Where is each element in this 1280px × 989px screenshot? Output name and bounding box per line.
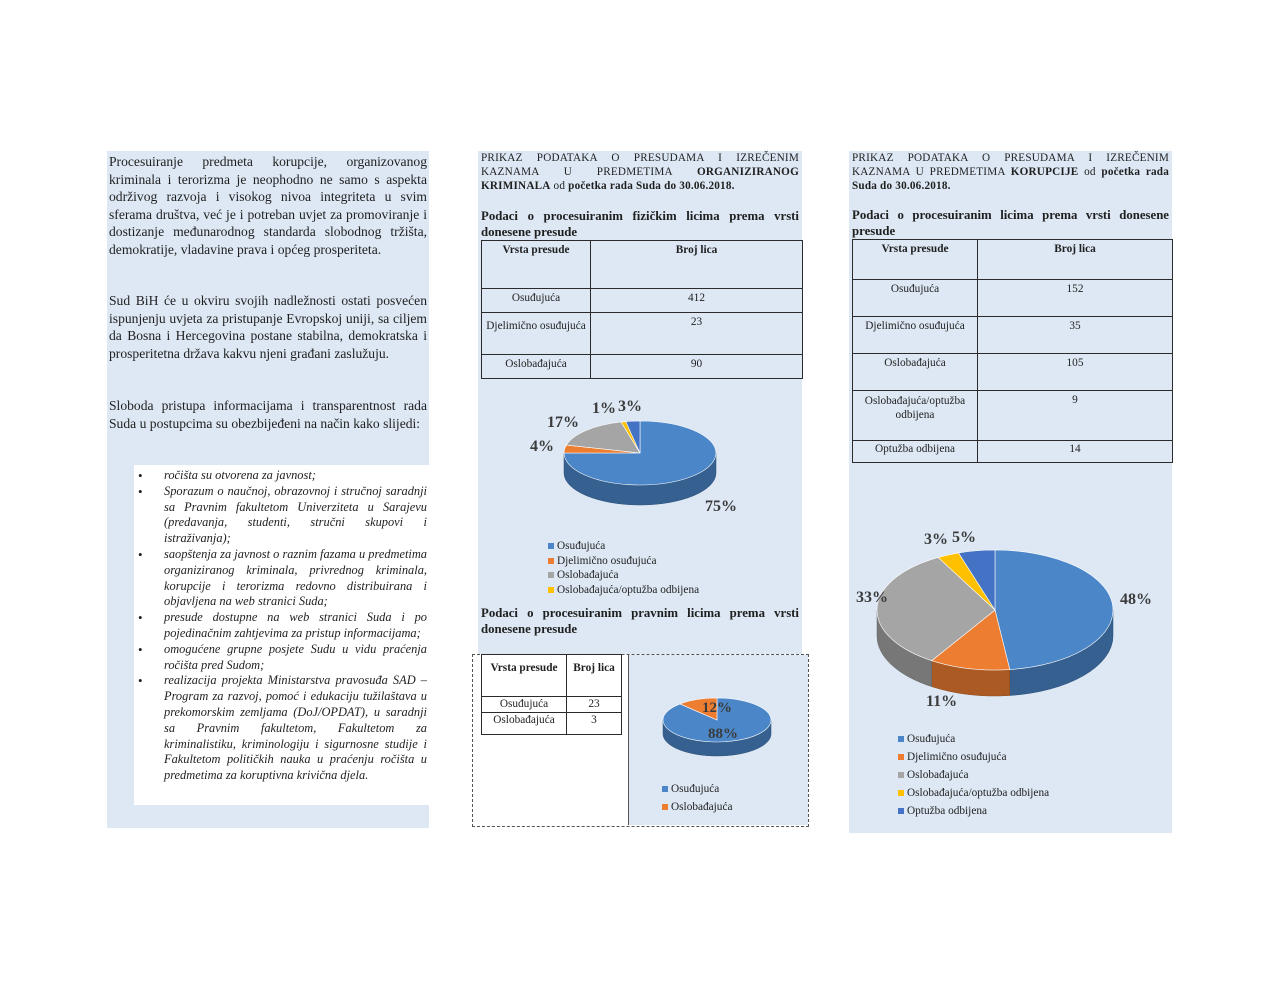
list-item: • presude dostupne na web stranici Suda i po pojedinačnim zahtjevima za pristup informacijama; — [134, 610, 427, 642]
pie-data-label: 5% — [952, 529, 976, 546]
table-header: Broj lica — [978, 240, 1173, 280]
transparency-list — [134, 468, 427, 784]
table-cell: 105 — [978, 354, 1173, 391]
legend-swatch — [898, 772, 904, 778]
legend-swatch — [548, 558, 554, 564]
legend-swatch — [898, 736, 904, 742]
pie3-legend — [898, 730, 1049, 820]
pie-data-label: 11% — [926, 693, 958, 710]
table-header: Vrsta presude — [853, 240, 978, 280]
transparency-paragraph: Sloboda pristupa informacijama i transparentnost rada Suda u postupcima su obezbijeđeni na način kako slijedi: — [109, 398, 427, 431]
legend-item — [662, 798, 732, 816]
legend-item — [548, 568, 699, 583]
table-cell: Osuđujuća — [853, 280, 978, 317]
legal-persons-subtitle: Podaci o procesuiranim pravnim licima prema vrsti donesene presude — [481, 606, 799, 636]
legend-item — [548, 554, 699, 569]
header-text: od — [550, 179, 569, 192]
legend-label: Oslobađajuća/optužba odbijena — [557, 583, 700, 596]
natural-persons-subtitle: Podaci o procesuiranim fizičkim licima prema vrsti donesene presude — [481, 209, 799, 239]
legend-swatch — [548, 587, 554, 593]
intro-paragraph: Procesuiranje predmeta korupcije, organizovanog kriminala i terorizma je neophodno ne samo s aspekta održivog razvoja i visokog nivoa integriteta u svim sferama društva, već je i potreban uvjet za promoviranje i dostizanje međunarodnog standarda slobodnog tržišta, demokratije, vladavine prava i općeg prosperiteta. — [109, 154, 427, 257]
legend-item — [548, 539, 699, 554]
table-cell: 35 — [978, 317, 1173, 354]
pie-chart-organized-natural — [478, 385, 802, 535]
legend-swatch — [548, 572, 554, 578]
legend-swatch — [662, 786, 668, 792]
legend-label: Oslobađajuća — [671, 801, 733, 813]
legend-item — [662, 780, 732, 798]
legend-label: Oslobađajuća — [557, 569, 619, 581]
legal-persons-table — [481, 654, 622, 735]
header-bold: ORGANIZIRANOG KRIMINALA — [481, 165, 799, 192]
table-cell: 90 — [591, 355, 803, 379]
legend-label: Djelimično osuđujuća — [557, 554, 657, 567]
table-cell: Oslobađajuća — [853, 354, 978, 391]
table-cell: 14 — [978, 441, 1173, 463]
legend-label: Osuđujuća — [671, 783, 720, 795]
header-text: od — [1078, 165, 1102, 178]
pie-data-label: 88% — [708, 726, 738, 742]
legend-label: Osuđujuća — [907, 733, 956, 745]
list-item: • saopštenja za javnost o raznim fazama u predmetima organiziranog kriminala, privrednog kriminala, korupcije i terorizma redovno distribuirana i objavljena na web stranici Suda; — [134, 547, 427, 610]
legend-swatch — [898, 808, 904, 814]
legend-item — [898, 766, 1049, 784]
legend-label: Djelimično osuđujuća — [907, 751, 1007, 763]
table-header: Broj lica — [567, 655, 622, 697]
legend-label: Oslobađajuća — [907, 769, 969, 781]
pie2-legend — [662, 780, 732, 816]
list-item: • Sporazum o naučnoj, obrazovnoj i stručnoj saradnji sa Pravnim fakultetom Univerziteta u Sarajevu (predavanja, studenti, stručni skupovi i istraživanja); — [134, 484, 427, 547]
corruption-table — [852, 239, 1173, 463]
table-cell: Optužba odbijena — [853, 441, 978, 463]
table-cell: 412 — [591, 289, 803, 313]
legend-swatch — [548, 543, 554, 549]
table-cell: Osuđujuća — [482, 289, 591, 313]
pie-data-label: 17% — [547, 414, 579, 431]
header-bold: KORUPCIJE — [1010, 165, 1079, 178]
table-cell: Oslobađajuća — [482, 713, 567, 735]
legend-item — [898, 784, 1049, 802]
natural-persons-table — [481, 240, 803, 379]
list-item: • ročišta su otvorena za javnost; — [134, 468, 427, 484]
pie-data-label: 33% — [856, 589, 888, 606]
legend-label: Oslobađajuća/optužba odbijena — [907, 787, 1050, 799]
table-cell: 152 — [978, 280, 1173, 317]
list-item: • omogućene grupne posjete Sudu u vidu praćenja ročišta pred Sudom; — [134, 642, 427, 674]
pie-data-label: 12% — [702, 700, 732, 716]
table-cell: 23 — [567, 697, 622, 713]
table-cell: Osuđujuća — [482, 697, 567, 713]
pie-data-label: 4% — [530, 438, 554, 455]
table-header: Broj lica — [591, 241, 803, 289]
pie-chart-corruption — [849, 520, 1172, 720]
legend-swatch — [662, 804, 668, 810]
header-bold: početka rada Suda do 30.06.2018. — [852, 165, 1169, 192]
pie-data-label: 48% — [1120, 591, 1152, 608]
eu-paragraph: Sud BiH će u okviru svojih nadležnosti ostati posvećen ispunjenju uvjeta za pristupanje Evropskoj uniji, sa ciljem da Bosna i Hercegovina postane stabilna, demokratska i prosperitetna država kakvu njeni građani zaslužuju. — [109, 293, 427, 361]
table-header: Vrsta presude — [482, 655, 567, 697]
legend-item — [898, 730, 1049, 748]
table-cell: Djelimično osuđujuća — [482, 313, 591, 355]
corruption-subtitle: Podaci o procesuiranim licima prema vrsti donesene presude — [852, 208, 1169, 238]
header-text: PRIKAZ PODATAKA O PRESUDAMA I IZREČENIM KAZNAMA U PREDMETIMA — [481, 152, 799, 178]
table-cell: 9 — [978, 391, 1173, 441]
pie-data-label: 3% — [618, 398, 642, 415]
table-cell: Oslobađajuća — [482, 355, 591, 379]
legend-swatch — [898, 754, 904, 760]
table-cell: 23 — [591, 313, 803, 355]
legend-label: Osuđujuća — [557, 540, 606, 552]
legend-swatch — [898, 790, 904, 796]
table-cell: Djelimično osuđujuća — [853, 317, 978, 354]
corruption-header — [852, 152, 1169, 193]
table-header: Vrsta presude — [482, 241, 591, 289]
pie-chart-organized-legal — [640, 688, 800, 768]
pie-data-label: 3% — [924, 531, 948, 548]
organized-crime-header — [481, 152, 799, 193]
pie-data-label: 75% — [705, 498, 737, 515]
table-cell: Oslobađajuća/optužba odbijena — [853, 391, 978, 441]
pie1-legend — [548, 539, 699, 597]
list-item: • realizacija projekta Ministarstva pravosuđa SAD – Program za razvoj, pomoć i edukaciju tužilaštava u prekomorskim zemljama (DoJ/OPDAT), u saradnji sa Pravnim fakultetom, Fakultetom za kriminalistiku, kriminologiju i sigurnosne studije i Fakultetom političkih nauka u praćenju ročišta u predmetima za koruptivna krivična djela. — [134, 673, 427, 784]
legend-label: Optužba odbijena — [907, 805, 987, 817]
pie-data-label: 1% — [592, 400, 616, 417]
legend-item — [548, 583, 699, 598]
legend-item — [898, 802, 1049, 820]
header-text: PRIKAZ PODATAKA O PRESUDAMA I IZREČENIM KAZNAMA U PREDMETIMA — [852, 152, 1169, 178]
legend-item — [898, 748, 1049, 766]
header-bold: početka rada Suda do 30.06.2018. — [568, 179, 735, 192]
bullet-strip — [107, 465, 134, 805]
table-cell: 3 — [567, 713, 622, 735]
